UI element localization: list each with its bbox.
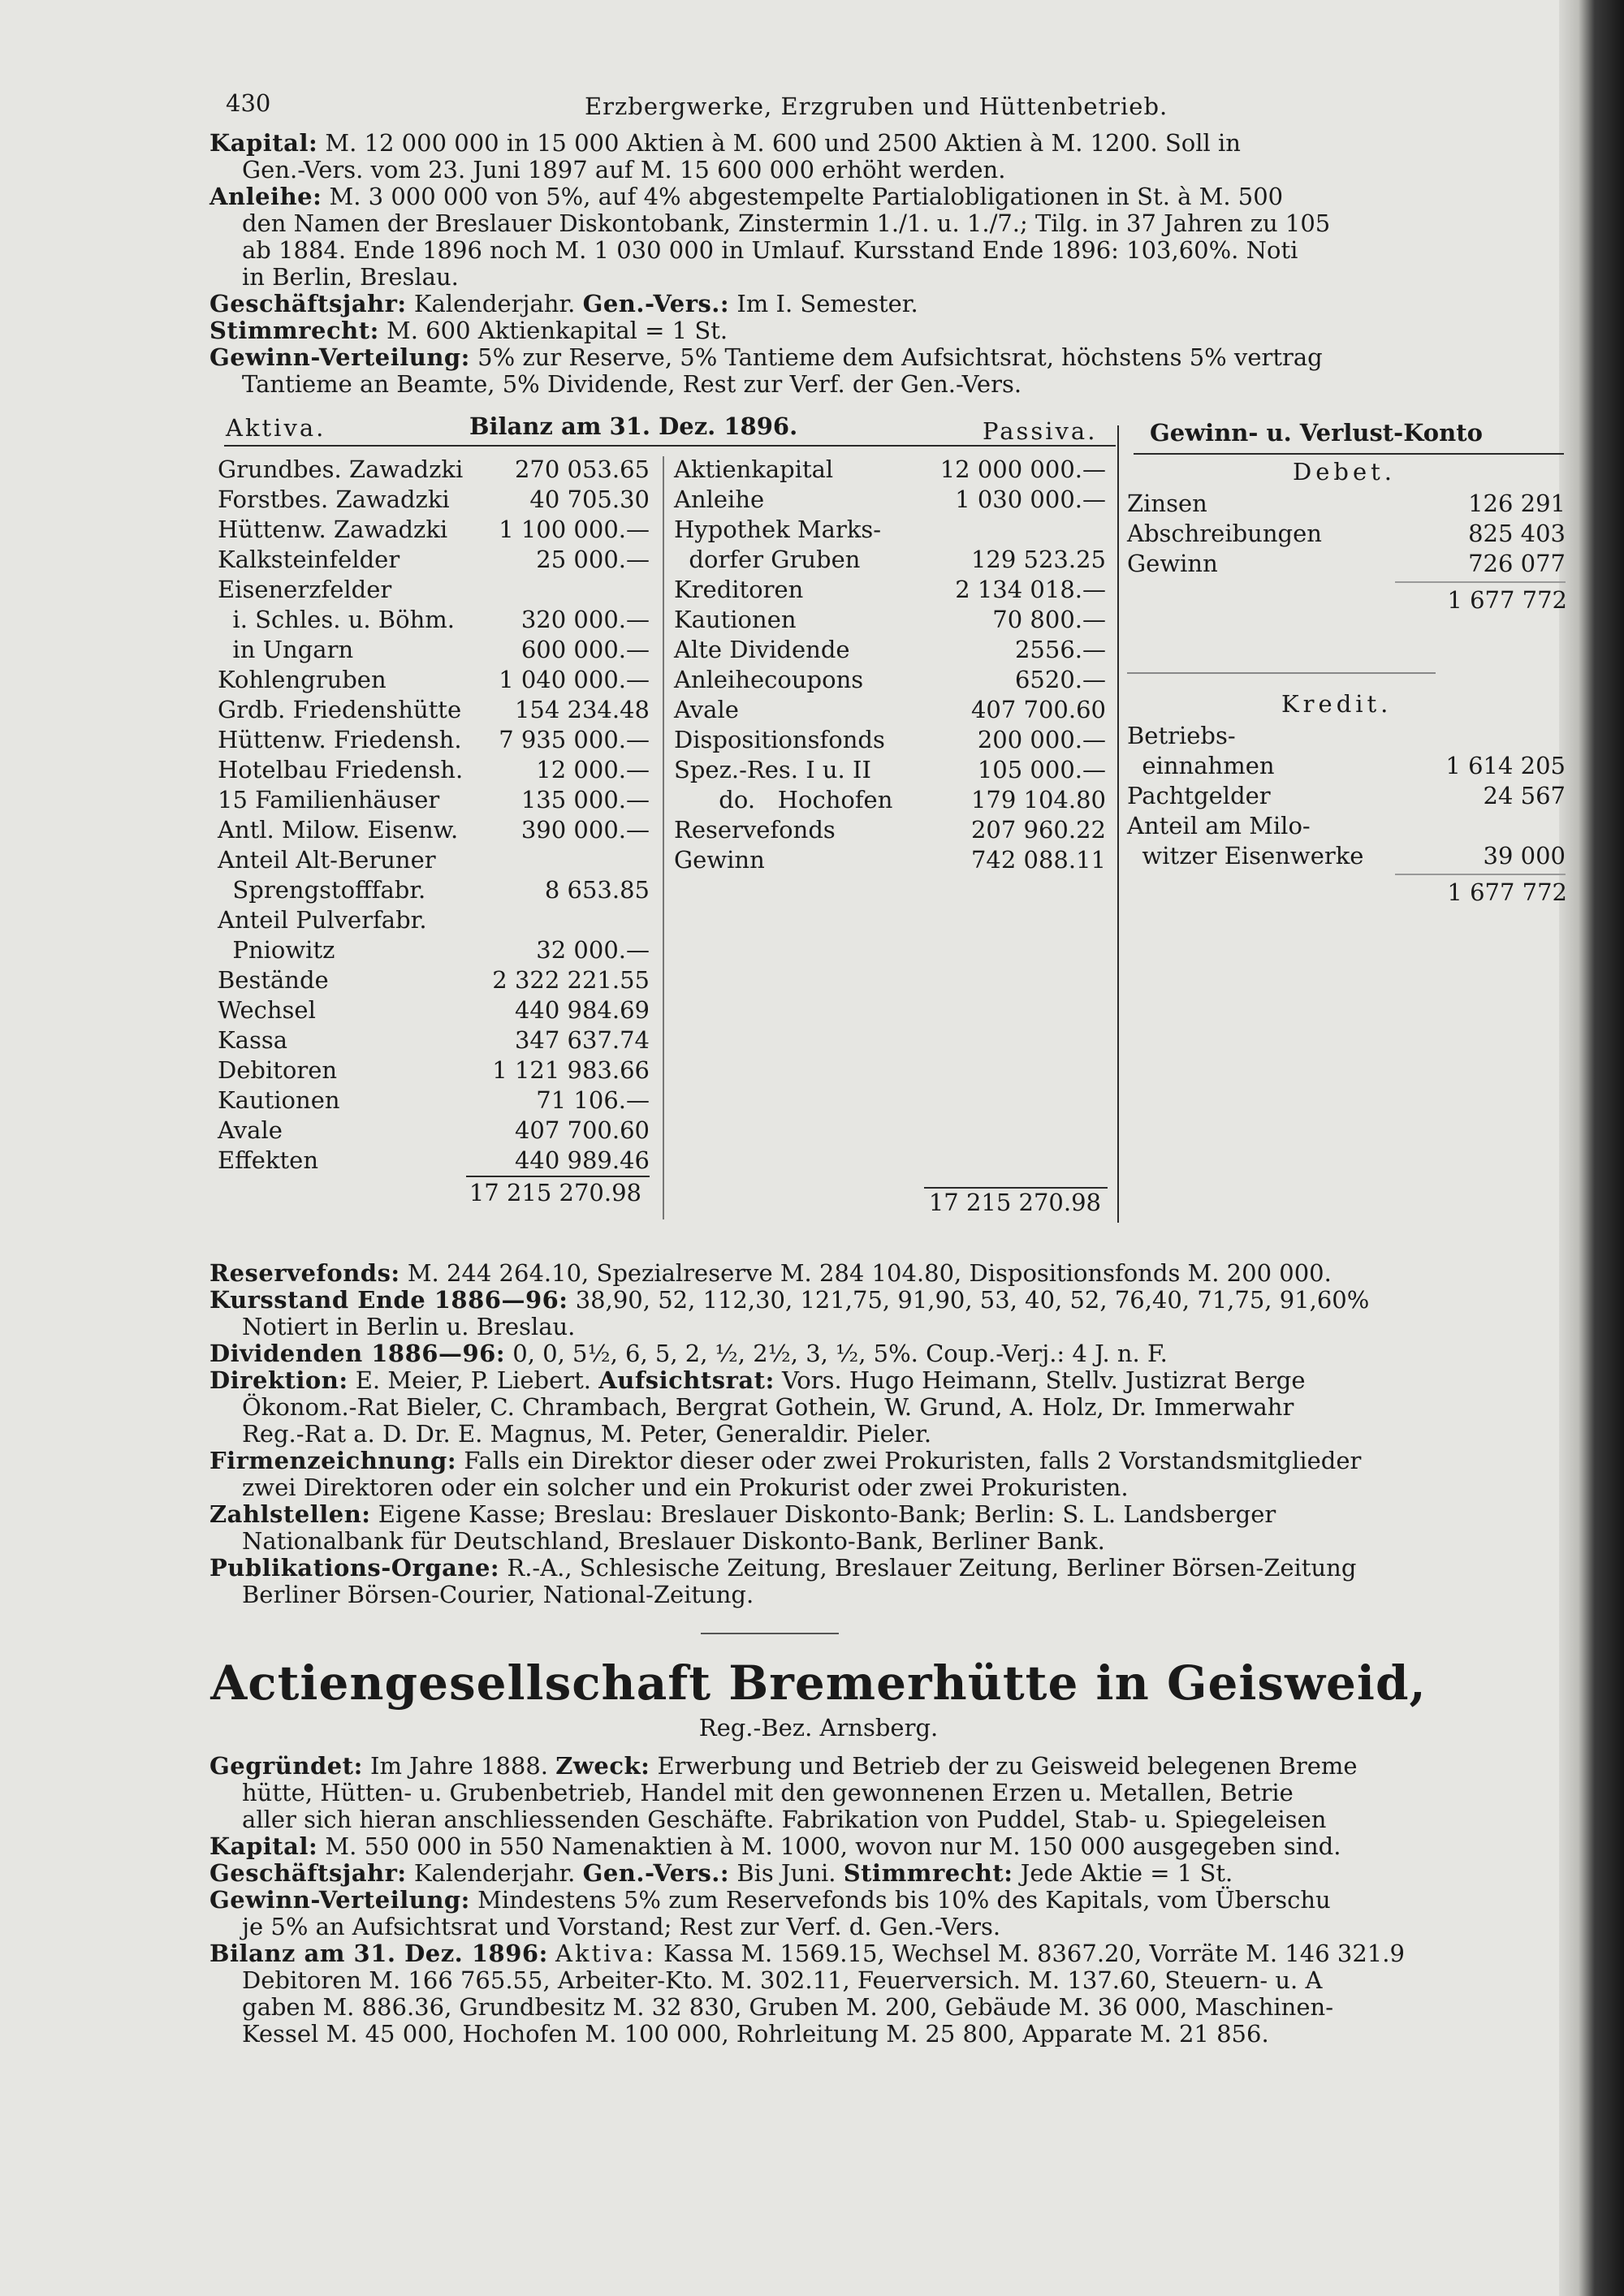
direktion-label: Direktion: (209, 1366, 348, 1394)
table-row (218, 965, 650, 995)
table-row (218, 935, 650, 965)
row-label: Bestände (218, 966, 329, 994)
row-label: Aktienkapital (674, 455, 834, 483)
table-row (218, 695, 650, 725)
gv-separator (1127, 672, 1436, 674)
row-label: Gewinn (674, 846, 765, 874)
row-value: 135 000.— (520, 786, 650, 814)
row-label: Hypothek Marks- (674, 516, 882, 543)
row-label: Effekten (218, 1146, 319, 1174)
row-label: Anteil Alt-Beruner (218, 846, 436, 874)
row-value: 407 700.60 (514, 1116, 650, 1144)
gewinn-verteilung2-entry (209, 1887, 1557, 1940)
table-row (218, 755, 650, 785)
row-label: do. Hochofen (674, 786, 893, 814)
row-value: 742 088.11 (970, 846, 1106, 874)
row-label: Grdb. Friedenshütte (218, 696, 462, 723)
row-label: Anteil am Milo- (1127, 812, 1311, 839)
row-value: 1 030 000.— (955, 486, 1106, 513)
kredit-list (1127, 721, 1566, 871)
aktiva-list (218, 455, 650, 1176)
row-label: dorfer Gruben (674, 546, 861, 573)
table-row (218, 815, 650, 845)
bilanz-header (209, 403, 1557, 447)
row-value: 320 000.— (520, 606, 650, 633)
row-value: 179 104.80 (970, 786, 1106, 814)
aufsichtsrat-text-2: Ökonom.-Rat Bieler, C. Chrambach, Bergrat Gothein, W. Grund, A. Holz, Dr. Immerwahr (242, 1393, 1294, 1421)
dividenden-label: Dividenden 1886—96: (209, 1340, 506, 1367)
geschaeftsjahr2-entry (209, 1860, 1557, 1887)
table-row (1127, 811, 1566, 841)
geschaeftsjahr-text: Kalenderjahr. (413, 290, 576, 317)
row-value: 154 234.48 (514, 696, 650, 723)
row-value: 105 000.— (977, 756, 1106, 783)
table-row (674, 605, 1106, 635)
gewinn-verteilung2-text-2: je 5% an Aufsichtsrat und Vorstand; Rest zur Verf. d. Gen.-Vers. (242, 1913, 1001, 1940)
row-label: Pachtgelder (1127, 782, 1271, 809)
publikation-label: Publikations-Organe: (209, 1554, 500, 1582)
table-row (218, 995, 650, 1025)
bilanz-right-rule (1117, 425, 1119, 1223)
zahlstellen-text-2: Nationalbank für Deutschland, Breslauer Diskonto-Bank, Berliner Bank. (242, 1527, 1105, 1555)
company-subtitle: Reg.-Bez. Arnsberg. (698, 1714, 939, 1741)
geschaeftsjahr-label: Geschäftsjahr: (209, 290, 407, 317)
table-row (218, 1146, 650, 1176)
table-row (674, 575, 1106, 605)
anleihe-text-2: den Namen der Breslauer Diskontobank, Zinstermin 1./1. u. 1./7.; Tilg. in 37 Jahren zu 105 (242, 209, 1331, 237)
kapital-text-2: Gen.-Vers. vom 23. Juni 1897 auf M. 15 600 000 erhöht werden. (242, 156, 1006, 183)
kredit-total: 1 677 772 (1447, 878, 1567, 906)
table-row (1127, 841, 1566, 871)
genvers-label: Gen.-Vers.: (582, 290, 730, 317)
aktiva-total: 17 215 270.98 (469, 1179, 641, 1206)
row-label: Anleihecoupons (674, 666, 864, 693)
row-value: 40 705.30 (529, 486, 650, 513)
anleihe-text-3: ab 1884. Ende 1896 noch M. 1 030 000 in Umlauf. Kursstand Ende 1896: 103,60%. Noti (242, 236, 1298, 264)
stimmrecht2-text: Jede Aktie = 1 St. (1020, 1859, 1233, 1887)
aktiva-sum-rule (466, 1176, 650, 1177)
genvers2-text: Bis Juni. (736, 1859, 836, 1887)
bilanz-table (209, 442, 1567, 1260)
dividenden-text: 0, 0, 5½, 6, 5, 2, ½, 2½, 3, ½, 5%. Coup.-Verj.: 4 J. n. F. (512, 1340, 1168, 1367)
table-row (674, 455, 1106, 485)
table-row (674, 815, 1106, 845)
debet-total: 1 677 772 (1447, 586, 1567, 614)
bilanz-mid-rule (663, 456, 664, 1219)
row-value: 2 322 221.55 (492, 966, 650, 994)
kredit-label: Kredit. (1281, 690, 1393, 718)
kapital2-label: Kapital: (209, 1832, 318, 1860)
row-value: 825 403 (1468, 520, 1566, 547)
row-value: 270 053.65 (514, 455, 650, 483)
row-label: Anleihe (674, 486, 765, 513)
kursstand-text-2: Notiert in Berlin u. Breslau. (242, 1313, 576, 1340)
reservefonds-entry (209, 1260, 1557, 1287)
row-label: Dispositionsfonds (674, 726, 885, 753)
kapital-label: Kapital: (209, 129, 318, 157)
row-label: Hotelbau Friedensh. (218, 756, 464, 783)
row-label: in Ungarn (218, 636, 354, 663)
bilanz2-text-4: Kessel M. 45 000, Hochofen M. 100 000, Rohrleitung M. 25 800, Apparate M. 21 856. (242, 2020, 1269, 2048)
row-label: Eisenerzfelder (218, 576, 392, 603)
page-header (209, 81, 1557, 130)
row-label: i. Schles. u. Böhm. (218, 606, 455, 633)
row-value: 440 989.46 (514, 1146, 650, 1174)
row-value: 2556.— (1014, 636, 1106, 663)
table-row (674, 725, 1106, 755)
row-value: 71 106.— (536, 1086, 650, 1114)
table-row (1127, 549, 1566, 579)
anleihe-entry (209, 183, 1557, 291)
row-label: Pniowitz (218, 936, 335, 964)
table-row (218, 875, 650, 905)
table-row (218, 455, 650, 485)
gewinn-verteilung-text-1: 5% zur Reserve, 5% Tantieme dem Aufsichtsrat, höchstens 5% vertrag (477, 343, 1323, 371)
row-value: 1 100 000.— (499, 516, 650, 543)
row-value: 1 614 205 (1445, 752, 1566, 779)
anleihe-text-4: in Berlin, Breslau. (242, 263, 459, 291)
zahlstellen-label: Zahlstellen: (209, 1500, 371, 1528)
table-row (218, 1025, 650, 1055)
row-value: 390 000.— (520, 816, 650, 844)
kapital-entry (209, 130, 1557, 183)
reservefonds-text: M. 244 264.10, Spezialreserve M. 284 104.80, Dispositionsfonds M. 200 000. (407, 1259, 1332, 1287)
bilanz2-text-1: Kassa M. 1569.15, Wechsel M. 8367.20, Vorräte M. 146 321.9 (663, 1940, 1405, 1967)
bilanz2-text-2: Debitoren M. 166 765.55, Arbeiter-Kto. M. 302.11, Feuerversich. M. 137.60, Steuern- u. A (242, 1966, 1323, 1994)
row-value: 200 000.— (977, 726, 1106, 753)
table-row (674, 695, 1106, 725)
page-number: 430 (226, 89, 271, 117)
row-label: Sprengstofffabr. (218, 876, 426, 904)
anleihe-label: Anleihe: (209, 183, 322, 210)
row-value: 347 637.74 (514, 1026, 650, 1054)
row-value: 207 960.22 (970, 816, 1106, 844)
row-label: Zinsen (1127, 490, 1207, 517)
publikation-entry (209, 1555, 1557, 1608)
passiva-list (674, 455, 1106, 875)
row-label: einnahmen (1127, 752, 1275, 779)
row-label: Reservefonds (674, 816, 836, 844)
row-value: 726 077 (1468, 550, 1566, 577)
stimmrecht2-label: Stimmrecht: (843, 1859, 1013, 1887)
gegruendet-label: Gegründet: (209, 1752, 363, 1780)
row-value: 2 134 018.— (955, 576, 1106, 603)
passiva-label: Passiva. (983, 417, 1098, 445)
stimmrecht-entry (209, 317, 1557, 344)
row-value: 7 935 000.— (499, 726, 650, 753)
publikation-text-2: Berliner Börsen-Courier, National-Zeitung. (242, 1581, 754, 1608)
zweck-text-2: hütte, Hütten- u. Grubenbetrieb, Handel mit den gewonnenen Erzen u. Metallen, Betrie (242, 1779, 1294, 1806)
passiva-total: 17 215 270.98 (928, 1189, 1101, 1216)
stimmrecht-text: M. 600 Aktienkapital = 1 St. (387, 317, 728, 344)
bilanz2-aktiva-label: Aktiva: (555, 1940, 656, 1967)
aufsichtsrat-label: Aufsichtsrat: (598, 1366, 775, 1394)
row-value: 8 653.85 (544, 876, 650, 904)
row-label: Kassa (218, 1026, 288, 1054)
company-title: Actiengesellschaft Bremerhütte in Geisweid, (210, 1655, 1427, 1711)
bilanz-title: Bilanz am 31. Dez. 1896. (469, 412, 798, 440)
aktiva-label: Aktiva. (226, 414, 326, 442)
genvers-text: Im I. Semester. (736, 290, 918, 317)
row-label: Hüttenw. Friedensh. (218, 726, 462, 753)
dividenden-entry (209, 1340, 1557, 1367)
row-label: Kautionen (674, 606, 797, 633)
kursstand-label: Kursstand Ende 1886—96: (209, 1286, 568, 1314)
row-label: Avale (674, 696, 739, 723)
table-row (218, 1055, 650, 1085)
firmenzeichnung-entry (209, 1448, 1557, 1501)
row-value: 407 700.60 (970, 696, 1106, 723)
row-label: Antl. Milow. Eisenw. (218, 816, 459, 844)
row-label: Alte Dividende (674, 636, 850, 663)
row-value: 24 567 (1483, 782, 1566, 809)
gewinn-verteilung2-label: Gewinn-Verteilung: (209, 1886, 470, 1914)
table-row (1127, 519, 1566, 549)
bilanz2-entry (209, 1940, 1557, 2048)
table-row (218, 845, 650, 875)
kapital2-entry (209, 1833, 1557, 1860)
row-label: Betriebs- (1127, 722, 1236, 749)
zweck-label: Zweck: (555, 1752, 650, 1780)
geschaeftsjahr2-text: Kalenderjahr. (413, 1859, 576, 1887)
stimmrecht-label: Stimmrecht: (209, 317, 379, 344)
section-separator (701, 1633, 839, 1634)
geschaeftsjahr-entry (209, 291, 1557, 317)
row-label: Kohlengruben (218, 666, 387, 693)
table-row (218, 1116, 650, 1146)
table-row (1127, 721, 1566, 751)
row-value: 25 000.— (536, 546, 650, 573)
gv-title: Gewinn- u. Verlust-Konto (1150, 419, 1483, 447)
row-label: Hüttenw. Zawadzki (218, 516, 448, 543)
gegruendet-entry (209, 1753, 1557, 1833)
kapital-text-1: M. 12 000 000 in 15 000 Aktien à M. 600 und 2500 Aktien à M. 1200. Soll in (325, 129, 1241, 157)
gegruendet-text: Im Jahre 1888. (370, 1752, 549, 1780)
page (209, 81, 1567, 2048)
row-value: 12 000 000.— (939, 455, 1106, 483)
row-label: Forstbes. Zawadzki (218, 486, 450, 513)
row-value: 6520.— (1014, 666, 1106, 693)
gewinn-verteilung-entry (209, 344, 1557, 398)
row-value: 1 040 000.— (499, 666, 650, 693)
debet-sum-rule (1395, 581, 1566, 583)
genvers2-label: Gen.-Vers.: (582, 1859, 730, 1887)
row-label: Avale (218, 1116, 283, 1144)
zweck-text-1: Erwerbung und Betrieb der zu Geisweid belegenen Breme (657, 1752, 1358, 1780)
bilanz-top-rule (224, 445, 1116, 447)
table-row (218, 1085, 650, 1116)
anleihe-text-1: M. 3 000 000 von 5%, auf 4% abgestempelte Partialobligationen in St. à M. 500 (329, 183, 1284, 210)
kursstand-text-1: 38,90, 52, 112,30, 121,75, 91,90, 53, 40, 52, 76,40, 71,75, 91,60% (575, 1286, 1370, 1314)
aufsichtsrat-text-3: Reg.-Rat a. D. Dr. E. Magnus, M. Peter, Generaldir. Pieler. (242, 1420, 932, 1448)
gewinn-verteilung2-text-1: Mindestens 5% zum Reservefonds bis 10% des Kapitals, vom Überschu (477, 1886, 1331, 1914)
table-row (218, 545, 650, 575)
firmenzeichnung-text-1: Falls ein Direktor dieser oder zwei Prokuristen, falls 2 Vorstandsmitglieder (464, 1447, 1362, 1474)
reservefonds-label: Reservefonds: (209, 1259, 400, 1287)
row-label: Spez.-Res. I u. II (674, 756, 871, 783)
table-row (1127, 751, 1566, 781)
row-label: Anteil Pulverfabr. (218, 906, 427, 934)
table-row (218, 635, 650, 665)
row-value: 1 121 983.66 (492, 1056, 650, 1084)
row-value: 32 000.— (536, 936, 650, 964)
debet-label: Debet. (1293, 458, 1397, 486)
debet-list (1127, 489, 1566, 579)
table-row (674, 545, 1106, 575)
table-row (674, 635, 1106, 665)
table-row (218, 575, 650, 605)
bilanz2-text-3: gaben M. 886.36, Grundbesitz M. 32 830, Gruben M. 200, Gebäude M. 36 000, Maschinen- (242, 1993, 1333, 2021)
kursstand-entry (209, 1287, 1557, 1340)
gv-top-rule (1134, 453, 1564, 455)
direktion-text-1: E. Meier, P. Liebert. (355, 1366, 592, 1394)
row-label: Kautionen (218, 1086, 340, 1114)
table-row (218, 665, 650, 695)
table-row (218, 785, 650, 815)
row-label: Kalksteinfelder (218, 546, 400, 573)
table-row (1127, 489, 1566, 519)
firmenzeichnung-label: Firmenzeichnung: (209, 1447, 457, 1474)
table-row (218, 725, 650, 755)
gewinn-verteilung-text-2: Tantieme an Beamte, 5% Dividende, Rest zur Verf. der Gen.-Vers. (242, 370, 1022, 398)
row-value: 70 800.— (992, 606, 1106, 633)
running-title: Erzbergwerke, Erzgruben und Hüttenbetrieb. (585, 93, 1168, 120)
firmenzeichnung-text-2: zwei Direktoren oder ein solcher und ein Prokurist oder zwei Prokuristen. (242, 1474, 1129, 1501)
row-value: 39 000 (1483, 842, 1566, 870)
row-value: 600 000.— (520, 636, 650, 663)
row-value: 440 984.69 (514, 996, 650, 1024)
kredit-sum-rule (1395, 874, 1566, 875)
zweck-text-3: aller sich hieran anschliessenden Geschäfte. Fabrikation von Puddel, Stab- u. Spiegeleisen (242, 1806, 1327, 1833)
row-label: Gewinn (1127, 550, 1218, 577)
table-row (674, 755, 1106, 785)
row-value: 129 523.25 (970, 546, 1106, 573)
table-row (218, 905, 650, 935)
table-row (674, 665, 1106, 695)
row-label: Abschreibungen (1127, 520, 1322, 547)
row-label: Kreditoren (674, 576, 804, 603)
table-row (218, 605, 650, 635)
table-row (674, 845, 1106, 875)
row-label: Wechsel (218, 996, 316, 1024)
gewinn-verteilung-label: Gewinn-Verteilung: (209, 343, 470, 371)
table-row (218, 485, 650, 515)
publikation-text-1: R.-A., Schlesische Zeitung, Breslauer Zeitung, Berliner Börsen-Zeitung (507, 1554, 1357, 1582)
kapital2-text: M. 550 000 in 550 Namenaktien à M. 1000, wovon nur M. 150 000 ausgegeben sind. (325, 1832, 1341, 1860)
row-label: Grundbes. Zawadzki (218, 455, 464, 483)
table-row (674, 515, 1106, 545)
zahlstellen-entry (209, 1501, 1557, 1555)
row-value: 12 000.— (536, 756, 650, 783)
row-value: 126 291 (1468, 490, 1566, 517)
row-label: 15 Familienhäuser (218, 786, 440, 814)
row-label: witzer Eisenwerke (1127, 842, 1364, 870)
direktion-entry (209, 1367, 1557, 1448)
zahlstellen-text-1: Eigene Kasse; Breslau: Breslauer Diskonto-Bank; Berlin: S. L. Landsberger (378, 1500, 1276, 1528)
aufsichtsrat-text-1: Vors. Hugo Heimann, Stellv. Justizrat Berge (782, 1366, 1306, 1394)
scan-edge-shadow (1559, 0, 1624, 2296)
table-row (674, 785, 1106, 815)
table-row (1127, 781, 1566, 811)
table-row (218, 515, 650, 545)
table-row (674, 485, 1106, 515)
bilanz2-label: Bilanz am 31. Dez. 1896: (209, 1940, 548, 1967)
geschaeftsjahr2-label: Geschäftsjahr: (209, 1859, 407, 1887)
row-label: Debitoren (218, 1056, 338, 1084)
